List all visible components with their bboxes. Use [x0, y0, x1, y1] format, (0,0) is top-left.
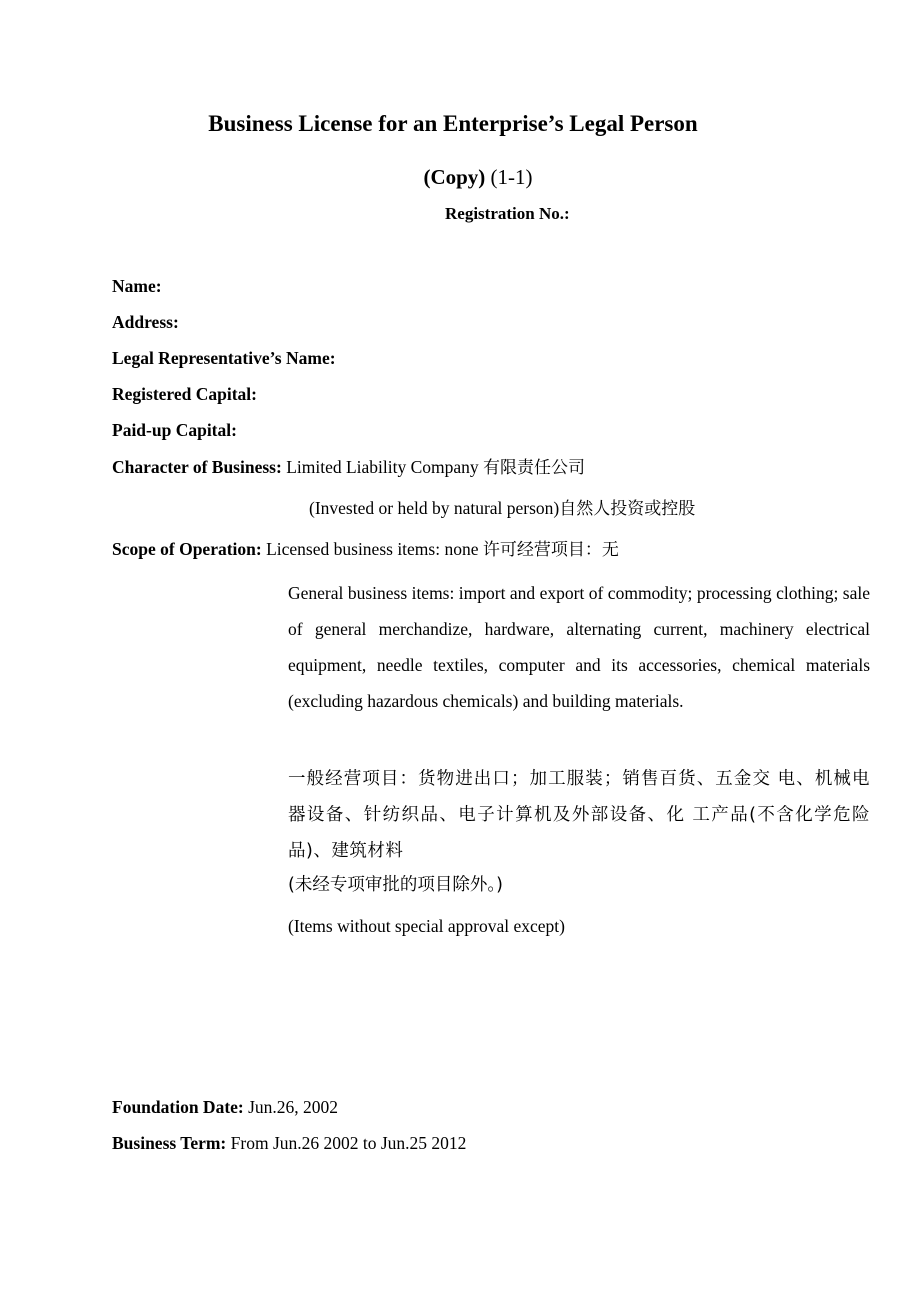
address-label: Address:	[112, 312, 179, 332]
scope-note-cn: (未经专项审批的项目除外。)	[288, 875, 503, 895]
address-field	[112, 310, 179, 334]
foundation-label: Foundation Date:	[112, 1097, 244, 1117]
character-sub-cn: 自然人投资或控股	[559, 499, 696, 519]
copy-line	[0, 163, 920, 191]
scope-note-en: (Items without special approval except)	[288, 916, 565, 936]
name-label: Name:	[112, 276, 162, 296]
scope-label: Scope of Operation:	[112, 539, 262, 559]
character-sub-line	[309, 496, 695, 521]
scope-field	[112, 537, 619, 562]
copy-number: (1-1)	[485, 165, 533, 189]
scope-licensed-en: Licensed business items: none	[261, 539, 483, 559]
legal-rep-label: Legal Representative’s Name:	[112, 348, 336, 368]
foundation-field	[112, 1095, 338, 1119]
scope-general-cn: 一般经营项目：货物进出口；加工服装；销售百货、五金交 电、机械电器设备、针纺织品、电子计算机及外部设备、化 工产品(不含化学危险品)、建筑材料	[288, 769, 870, 861]
term-label: Business Term:	[112, 1133, 227, 1153]
registration-label: Registration No.:	[445, 204, 570, 223]
scope-licensed-cn: 许可经营项目：无	[482, 540, 619, 560]
legal-rep-field	[112, 346, 336, 370]
character-sub-en: (Invested or held by natural person)	[309, 498, 560, 518]
character-label: Character of Business:	[112, 457, 282, 477]
name-field	[112, 274, 162, 298]
foundation-value: Jun.26, 2002	[243, 1097, 339, 1117]
document-title: Business License for an Enterprise’s Legal Person	[208, 111, 698, 136]
paid-up-capital-field	[112, 418, 237, 442]
character-value-cn: 有限责任公司	[483, 458, 586, 478]
registered-capital-field	[112, 382, 257, 406]
copy-label: (Copy)	[423, 165, 486, 189]
paid-up-capital-label: Paid-up Capital:	[112, 420, 237, 440]
registered-capital-label: Registered Capital:	[112, 384, 257, 404]
term-value: From Jun.26 2002 to Jun.25 2012	[226, 1133, 467, 1153]
character-field	[112, 455, 585, 480]
scope-general-en: General business items: import and export of commodity; processing clothing; sale of general merchandize, hardware, alternating current, machinery electrical equipment, needle textiles, computer and its accessories, chemical materials (excluding hazardous chemicals) and building materials.	[288, 583, 870, 711]
term-field	[112, 1131, 466, 1155]
character-value-en: Limited Liability Company	[281, 457, 484, 477]
